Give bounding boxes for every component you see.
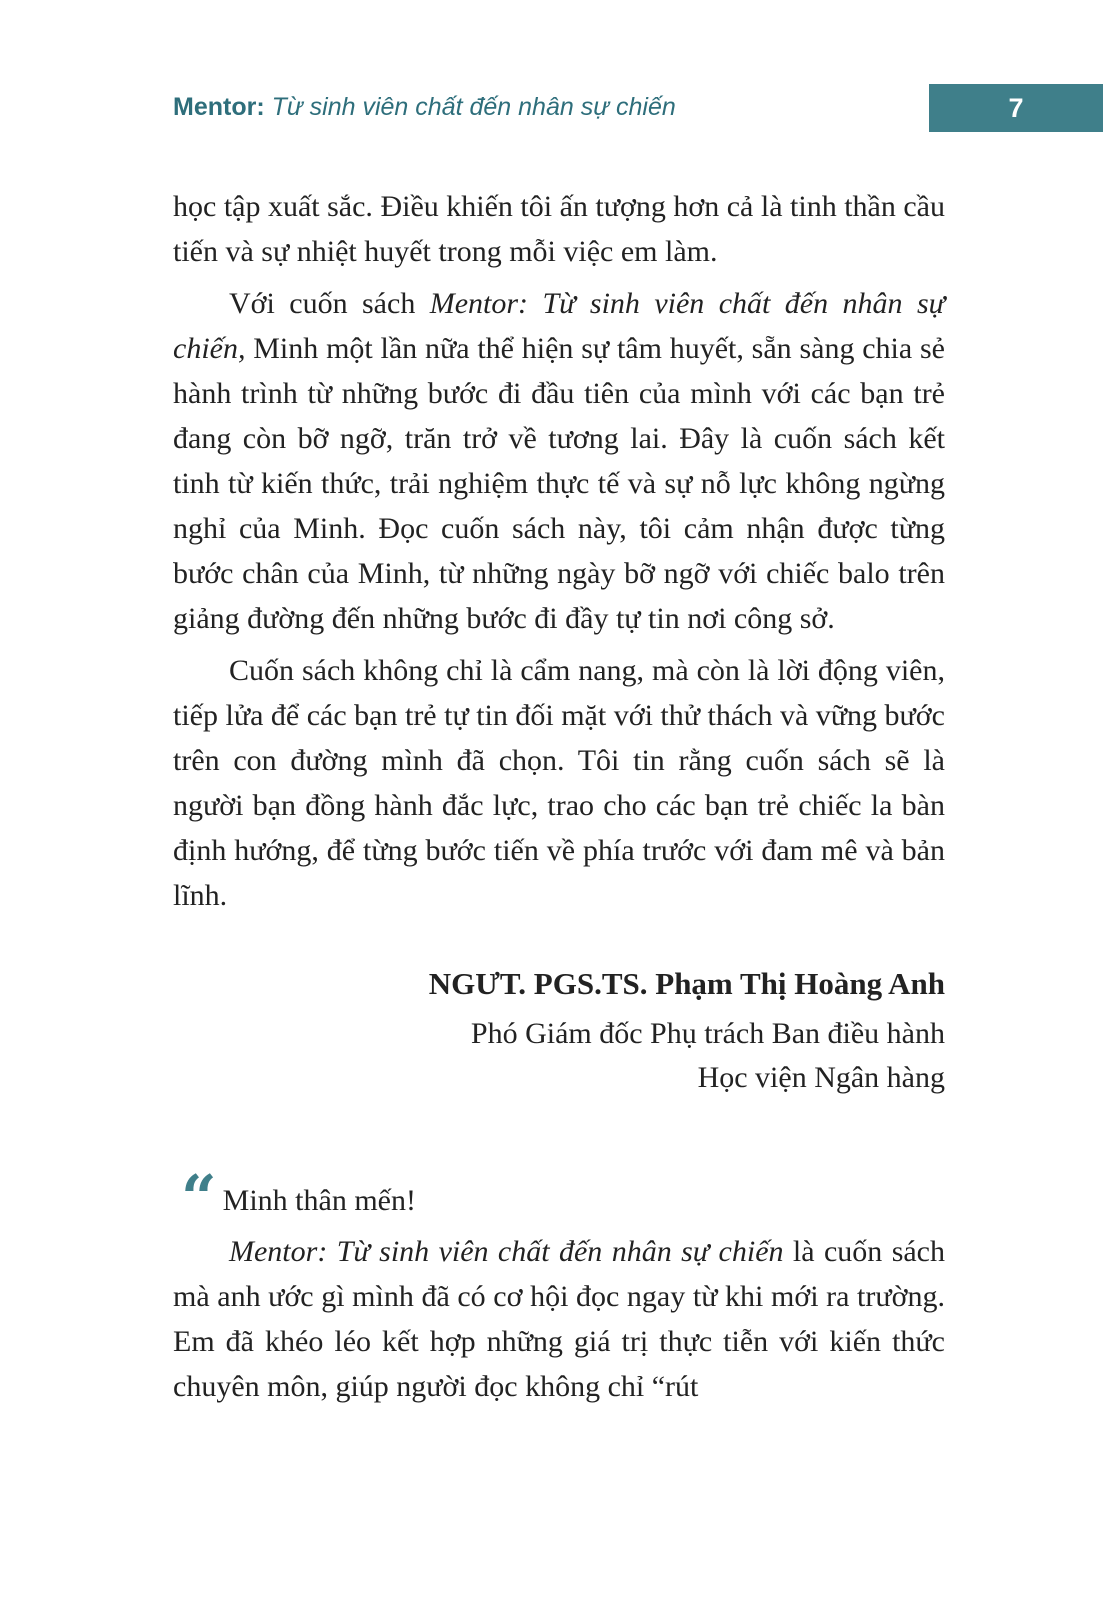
signature-block bbox=[429, 962, 945, 1100]
testimonial-greeting: Minh thân mến! bbox=[222, 1184, 416, 1217]
testimonial-block bbox=[173, 1161, 945, 1409]
paragraph-3: Cuốn sách không chỉ là cẩm nang, mà còn là lời động viên, tiếp lửa để các bạn trẻ tự tin đối mặt với thử thách và vững bước trên con đường mình đã chọn. Tôi tin rằng cuốn sách sẽ là người bạn đồng hành đắc lực, trao cho các bạn trẻ chiếc la bàn định hướng, để từng bước tiến về phía trước với đam mê và bản lĩnh. bbox=[173, 654, 945, 912]
paragraph-2 bbox=[173, 281, 945, 641]
testimonial-body: là cuốn sách mà anh ước gì mình đã có cơ hội đọc ngay từ khi mới ra trường. Em đã khéo léo kết hợp những giá trị thực tiễn với kiến thức chuyên môn, giúp người đọc không chỉ “rút bbox=[173, 1235, 945, 1403]
main-text bbox=[173, 184, 945, 925]
testimonial-book-title: Mentor: Từ sinh viên chất đến nhân sự chiến bbox=[229, 1235, 784, 1268]
testimonial-greeting-line bbox=[173, 1161, 945, 1234]
signature-title-line1: Phó Giám đốc Phụ trách Ban điều hành bbox=[470, 1017, 945, 1050]
quote-mark-icon: “ bbox=[181, 1161, 217, 1234]
paragraph-2-body: Minh một lần nữa thể hiện sự tâm huyết, sẵn sàng chia sẻ hành trình từ những bước đi đầu tiên của mình với các bạn trẻ đang còn bỡ ngỡ, trăn trở về tương lai. Đây là cuốn sách kết tinh từ kiến thức, trải nghiệm thực tế và sự nỗ lực không ngừng nghỉ của Minh. Đọc cuốn sách này, tôi cảm nhận được từng bước chân của Minh, từ những ngày bỡ ngỡ với chiếc balo trên giảng đường đến những bước đi đầy tự tin nơi công sở. bbox=[173, 332, 945, 635]
paragraph-2-lead: Với cuốn sách bbox=[229, 287, 430, 320]
signature-name: NGƯT. PGS.TS. Phạm Thị Hoàng Anh bbox=[428, 966, 945, 1001]
signature-title-line2: Học viện Ngân hàng bbox=[697, 1061, 945, 1094]
testimonial-paragraph bbox=[173, 1229, 945, 1409]
paragraph-1: học tập xuất sắc. Điều khiến tôi ấn tượng hơn cả là tinh thần cầu tiến và sự nhiệt huyết trong mỗi việc em làm. bbox=[173, 190, 945, 268]
page-number-box bbox=[929, 84, 1103, 132]
running-header bbox=[173, 93, 676, 122]
page-number: 7 bbox=[1008, 92, 1024, 123]
header-brand: Mentor: bbox=[173, 93, 265, 121]
header-subtitle: Từ sinh viên chất đến nhân sự chiến bbox=[271, 93, 676, 121]
book-title-italic: Mentor: Từ sinh viên chất đến nhân sự chiến, bbox=[173, 287, 945, 365]
